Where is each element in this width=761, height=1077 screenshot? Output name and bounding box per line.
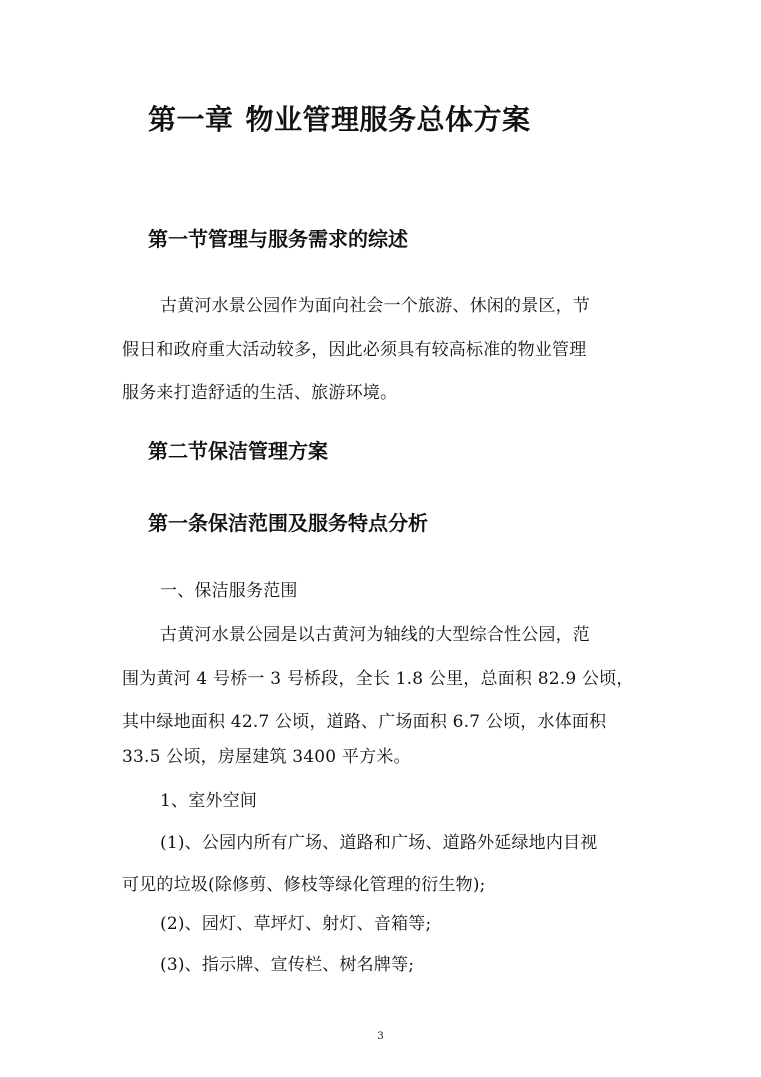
section1-para-line: 假日和政府重大活动较多，因此必须具有较高标准的物业管理 <box>122 340 587 360</box>
chapter-number: 第一章 <box>148 103 234 136</box>
page-number: 3 <box>377 1031 384 1042</box>
outdoor-item-line: (1)、公园内所有广场、道路和广场、道路外延绿地内目视 <box>160 833 598 853</box>
scope-para-line: 围为黄河 4 号桥一 3 号桥段，全长 1.8 公里，总面积 82.9 公顷， <box>122 669 634 689</box>
chapter-name: 物业管理服务总体方案 <box>245 103 531 136</box>
chapter-title <box>148 103 531 136</box>
section-title-2: 第二节保洁管理方案 <box>148 439 328 463</box>
section1-para-line: 古黄河水景公园作为面向社会一个旅游、休闲的景区，节 <box>160 296 590 316</box>
outdoor-item-line: (2)、园灯、草坪灯、射灯、音箱等; <box>160 914 432 934</box>
section-title-1: 第一节管理与服务需求的综述 <box>148 227 408 251</box>
article-title-1: 第一条保洁范围及服务特点分析 <box>148 511 428 535</box>
scope-para-line: 其中绿地面积 42.7 公顷，道路、广场面积 6.7 公顷，水体面积 <box>122 712 607 732</box>
scope-heading: 一、保洁服务范围 <box>160 581 298 601</box>
scope-para-line: 33.5 公顷，房屋建筑 3400 平方米。 <box>122 747 411 767</box>
outdoor-item-line: (3)、指示牌、宣传栏、树名牌等; <box>160 955 415 975</box>
outdoor-item-line: 可见的垃圾(除修剪、修枝等绿化管理的衍生物); <box>122 875 486 895</box>
scope-para-line: 古黄河水景公园是以古黄河为轴线的大型综合性公园，范 <box>160 625 590 645</box>
section1-para-line: 服务来打造舒适的生活、旅游环境。 <box>122 383 398 403</box>
outdoor-heading: 1、室外空间 <box>160 791 258 811</box>
